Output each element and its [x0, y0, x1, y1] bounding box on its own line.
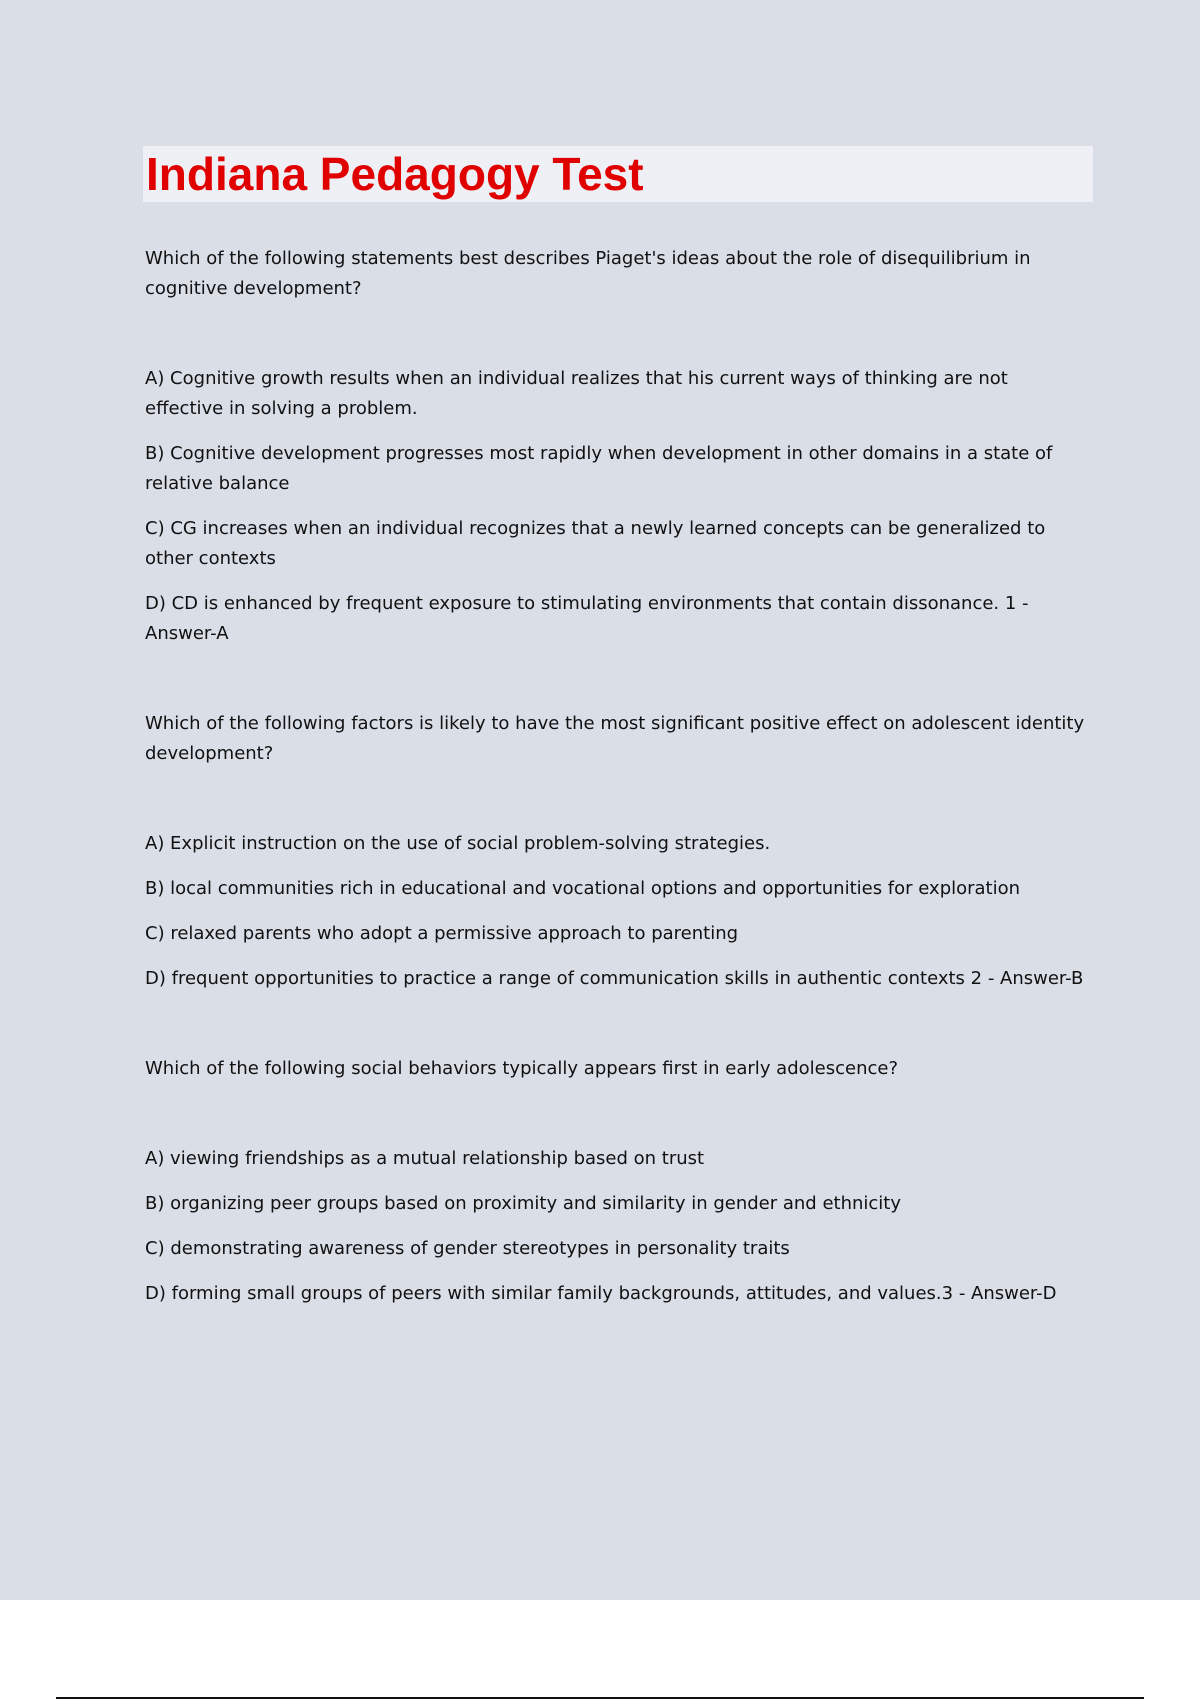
- answer-option: D) CD is enhanced by frequent exposure to stimulating environments that contain dissonance. 1 - Answer-A: [145, 593, 1029, 644]
- answer-option: A) Cognitive growth results when an individual realizes that his current ways of thinking are not effective in solving a problem.: [145, 368, 1008, 419]
- answer-option: D) forming small groups of peers with similar family backgrounds, attitudes, and values.3 - Answer-D: [145, 1283, 1057, 1304]
- answer-option: B) organizing peer groups based on proximity and similarity in gender and ethnicity: [145, 1193, 902, 1214]
- answer-option: C) CG increases when an individual recognizes that a newly learned concepts can be generalized to other contexts: [145, 518, 1046, 569]
- answer-options: [145, 1144, 1090, 1309]
- question-block-3: [145, 1054, 1090, 1309]
- question-list: [145, 244, 1090, 1369]
- answer-option: C) relaxed parents who adopt a permissive approach to parenting: [145, 923, 739, 944]
- document-title: Indiana Pedagogy Test: [146, 148, 644, 200]
- answer-options: [145, 829, 1090, 994]
- answer-options: [145, 364, 1090, 649]
- answer-option: B) Cognitive development progresses most rapidly when development in other domains in a state of relative balance: [145, 443, 1053, 494]
- question-block-1: [145, 244, 1090, 649]
- answer-option: D) frequent opportunities to practice a range of communication skills in authentic contexts 2 - Answer-B: [145, 968, 1084, 989]
- answer-option: A) Explicit instruction on the use of social problem-solving strategies.: [145, 833, 771, 854]
- question-text: Which of the following social behaviors typically appears first in early adolescence?: [145, 1058, 899, 1079]
- footer-rule: [56, 1697, 1144, 1699]
- question-text: Which of the following statements best describes Piaget's ideas about the role of disequilibrium in cognitive development?: [145, 248, 1031, 299]
- answer-option: A) viewing friendships as a mutual relationship based on trust: [145, 1148, 705, 1169]
- question-text: Which of the following factors is likely to have the most significant positive effect on adolescent identity development?: [145, 713, 1085, 764]
- answer-option: C) demonstrating awareness of gender stereotypes in personality traits: [145, 1238, 790, 1259]
- answer-option: B) local communities rich in educational and vocational options and opportunities for exploration: [145, 878, 1021, 899]
- question-block-2: [145, 709, 1090, 994]
